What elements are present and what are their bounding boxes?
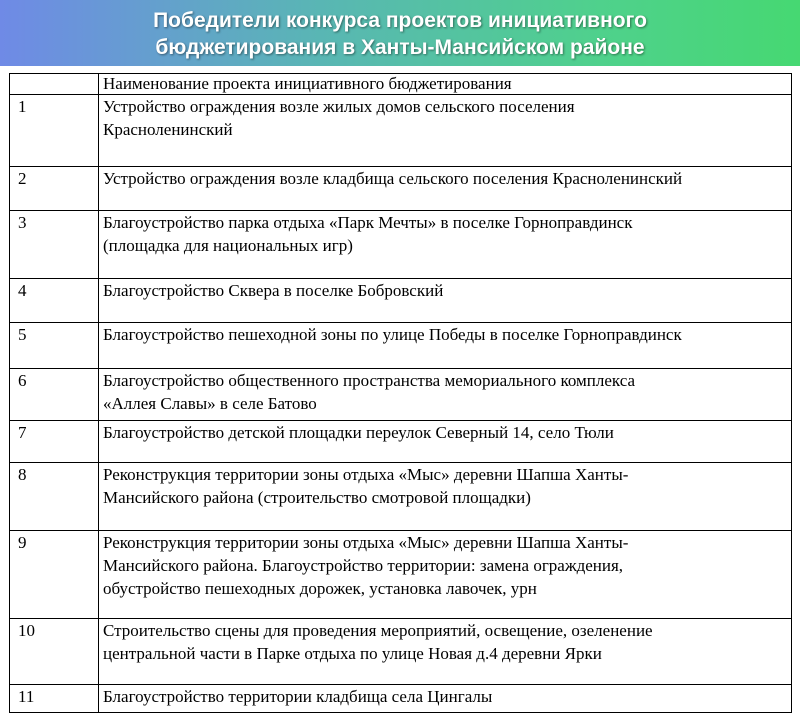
row-project-name [99, 421, 792, 463]
project-name-line: Благоустройство пешеходной зоны по улице Победы в поселке Горноправдинск [103, 325, 682, 344]
project-name-line: Устройство ограждения возле жилых домов сельского поселения [103, 97, 575, 116]
row-project-name [99, 95, 792, 167]
header-cell-name: Наименование проекта инициативного бюджетирования [99, 74, 792, 95]
row-number: 8 [10, 463, 99, 531]
row-number: 11 [10, 685, 99, 713]
project-name-line: Красноленинский [103, 120, 233, 139]
project-name-line: Реконструкция территории зоны отдыха «Мыс» деревни Шапша Ханты- [103, 533, 629, 552]
row-project-name [99, 531, 792, 619]
row-number: 7 [10, 421, 99, 463]
project-name-line: центральной части в Парке отдыха по улице Новая д.4 деревни Ярки [103, 644, 602, 663]
table-header-row [10, 74, 792, 95]
row-project-name [99, 323, 792, 369]
project-name-line: Мансийского района. Благоустройство территории: замена ограждения, [103, 556, 624, 575]
table-row [10, 619, 792, 685]
row-number: 6 [10, 369, 99, 421]
project-name-line: Строительство сцены для проведения мероприятий, освещение, озеленение [103, 621, 653, 640]
row-project-name [99, 369, 792, 421]
table-row [10, 211, 792, 279]
project-name-line: Благоустройство общественного пространства мемориального комплекса [103, 371, 636, 390]
page-title-line-2: бюджетирования в Ханты-Мансийском районе [155, 36, 645, 59]
table-row [10, 463, 792, 531]
row-number: 1 [10, 95, 99, 167]
row-project-name [99, 167, 792, 211]
project-name-line: Мансийского района (строительство смотровой площадки) [103, 488, 531, 507]
table-row [10, 167, 792, 211]
row-project-name [99, 619, 792, 685]
table-row [10, 685, 792, 713]
table-row [10, 279, 792, 323]
project-name-line: Благоустройство парка отдыха «Парк Мечты» в поселке Горноправдинск [103, 213, 633, 232]
project-name-line: обустройство пешеходных дорожек, установка лавочек, урн [103, 579, 537, 598]
row-number: 9 [10, 531, 99, 619]
projects-table [9, 73, 792, 713]
project-name-line: Благоустройство Сквера в поселке Бобровский [103, 281, 444, 300]
title-banner [0, 0, 800, 66]
row-project-name [99, 279, 792, 323]
row-number: 2 [10, 167, 99, 211]
header-cell-number [10, 74, 99, 95]
table-row [10, 421, 792, 463]
project-name-line: (площадка для национальных игр) [103, 236, 353, 255]
row-project-name [99, 685, 792, 713]
row-number: 10 [10, 619, 99, 685]
row-number: 3 [10, 211, 99, 279]
project-name-line: Устройство ограждения возле кладбища сельского поселения Красноленинский [103, 169, 683, 188]
project-name-line: Реконструкция территории зоны отдыха «Мыс» деревни Шапша Ханты- [103, 465, 629, 484]
table-row [10, 531, 792, 619]
table-row [10, 323, 792, 369]
table-row [10, 95, 792, 167]
row-number: 5 [10, 323, 99, 369]
project-name-line: Благоустройство детской площадки переулок Северный 14, село Тюли [103, 423, 614, 442]
page-title-line-1: Победители конкурса проектов инициативного [153, 9, 647, 32]
project-name-line: Благоустройство территории кладбища села Цингалы [103, 687, 493, 706]
table-row [10, 369, 792, 421]
row-project-name [99, 211, 792, 279]
row-number: 4 [10, 279, 99, 323]
project-name-line: «Аллея Славы» в селе Батово [103, 394, 317, 413]
row-project-name [99, 463, 792, 531]
